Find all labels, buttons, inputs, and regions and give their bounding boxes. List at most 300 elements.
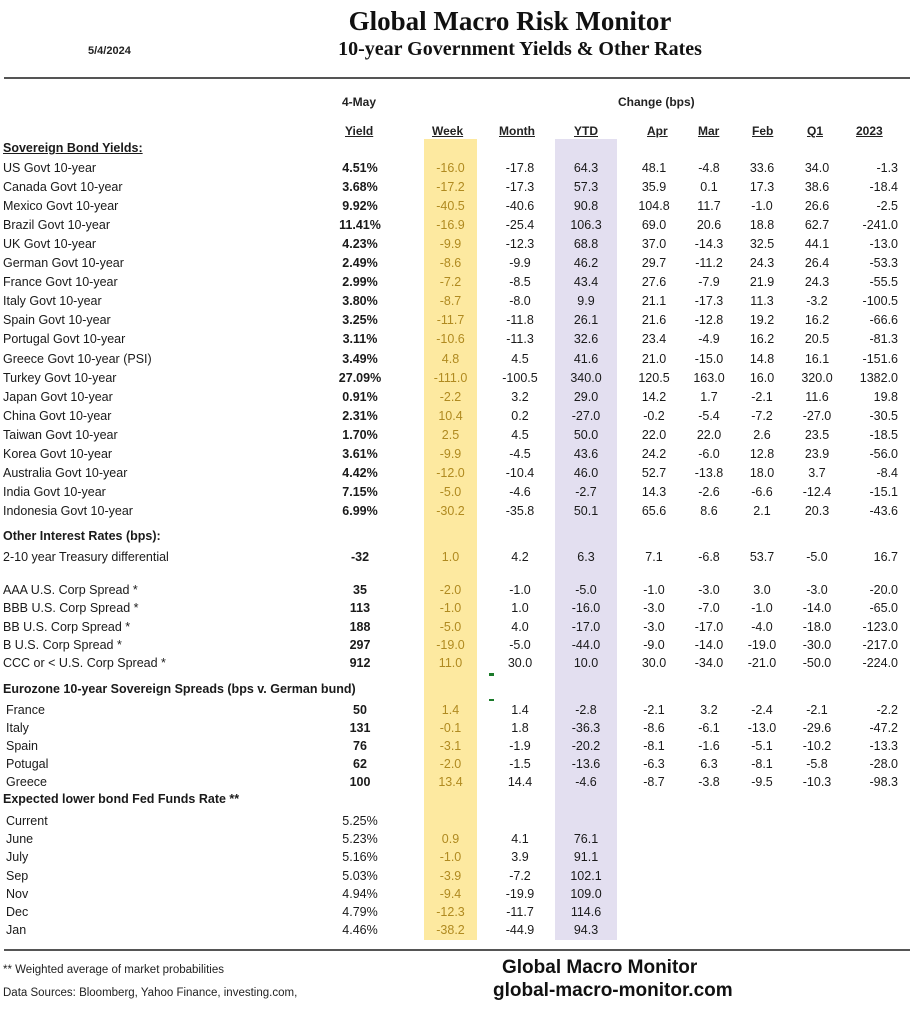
- cell-feb: 3.0: [753, 583, 771, 597]
- cell-week: 4.8: [441, 351, 460, 366]
- row-label: Current: [6, 814, 48, 828]
- cell-q1: -10.2: [802, 739, 832, 754]
- cell-ytd: 43.6: [573, 446, 599, 461]
- cell-feb: -19.0: [747, 637, 777, 652]
- cell-apr: -8.6: [643, 721, 665, 736]
- cell-apr: 104.8: [638, 199, 670, 214]
- cell-month: -10.4: [505, 465, 535, 480]
- cell-yield: 7.15%: [342, 484, 378, 499]
- cell-ytd: 106.3: [570, 218, 602, 233]
- cell-week: -2.0: [439, 583, 462, 597]
- cell-month: -7.2: [509, 868, 531, 883]
- cell-apr: 120.5: [638, 370, 670, 385]
- cell-week: -10.6: [436, 332, 465, 347]
- data-sources: Data Sources: Bloomberg, Yahoo Finance, investing.com,: [3, 987, 298, 999]
- cell-feb: 18.0: [749, 465, 775, 480]
- cell-q1: 16.2: [804, 313, 830, 328]
- sovereign-row: [0, 273, 920, 292]
- sovereign-row: [0, 197, 920, 216]
- cell-apr: 21.0: [641, 351, 667, 366]
- cell-y2023: -8.4: [876, 465, 898, 480]
- cell-week: -12.3: [436, 905, 465, 919]
- cell-yield: 5.16%: [342, 850, 378, 865]
- cell-month: -9.9: [509, 256, 531, 271]
- cell-y2023: -224.0: [862, 656, 898, 671]
- cell-week: -16.0: [436, 161, 465, 175]
- row-label: Japan Govt 10-year: [3, 389, 113, 404]
- cell-yield: 76: [353, 739, 367, 754]
- cell-month: 14.4: [507, 775, 533, 790]
- cell-y2023: -53.3: [869, 256, 898, 271]
- sovereign-row: [0, 464, 920, 483]
- fed-funds-row: [0, 921, 920, 940]
- cell-apr: 22.0: [641, 427, 667, 442]
- cell-ytd: 10.0: [573, 656, 599, 671]
- cell-week: -9.9: [439, 237, 462, 252]
- cell-y2023: -2.2: [876, 703, 898, 717]
- cell-yield: 3.68%: [342, 180, 378, 195]
- row-label: Potugal: [6, 757, 49, 772]
- cell-yield: 5.03%: [342, 868, 378, 883]
- cell-mar: -17.0: [694, 619, 724, 634]
- cell-ytd: 26.1: [573, 313, 599, 328]
- fed-funds-row: [0, 830, 920, 849]
- cell-week: -2.2: [439, 389, 462, 404]
- cell-yield: -32: [350, 550, 370, 564]
- cell-mar: 1.7: [700, 389, 718, 404]
- sovereign-row: [0, 350, 920, 369]
- row-label: July: [6, 850, 29, 865]
- cell-month: -44.9: [505, 923, 535, 938]
- cell-yield: 4.23%: [342, 237, 378, 252]
- cell-apr: -6.3: [643, 757, 665, 772]
- cell-month: 4.0: [511, 619, 529, 634]
- fed-funds-row: [0, 903, 920, 922]
- row-label: Indonesia Govt 10-year: [3, 503, 133, 518]
- cell-q1: 16.1: [804, 351, 830, 366]
- cell-month: 0.2: [511, 408, 529, 423]
- row-label: June: [6, 832, 34, 847]
- row-label: Turkey Govt 10-year: [3, 370, 117, 385]
- cell-ytd: 91.1: [573, 850, 599, 865]
- cell-ytd: -44.0: [571, 637, 601, 652]
- cell-q1: 44.1: [804, 237, 830, 252]
- cell-y2023: -151.6: [862, 351, 898, 366]
- cell-error-indicator: [489, 699, 494, 701]
- cell-yield: 3.25%: [342, 313, 378, 328]
- cell-y2023: -18.4: [869, 180, 898, 195]
- cell-y2023: -15.1: [869, 484, 898, 499]
- cell-month: -11.3: [506, 332, 534, 347]
- row-label: 2-10 year Treasury differential: [3, 550, 169, 564]
- cell-y2023: -56.0: [869, 446, 898, 461]
- sovereign-row: [0, 330, 920, 349]
- cell-q1: 23.9: [804, 446, 830, 461]
- cell-apr: -3.0: [643, 619, 665, 634]
- cell-mar: 0.1: [700, 180, 718, 195]
- brand-website[interactable]: global-macro-monitor.com: [493, 980, 733, 1001]
- cell-mar: -6.1: [698, 721, 720, 736]
- cell-week: -38.2: [436, 923, 465, 938]
- cell-yield: 4.79%: [342, 905, 378, 919]
- cell-yield: 3.49%: [342, 351, 378, 366]
- brand-name: Global Macro Monitor: [502, 957, 698, 978]
- cell-month: -17.3: [505, 180, 535, 195]
- cell-month: -100.5: [502, 370, 538, 385]
- cell-apr: 21.6: [641, 313, 667, 328]
- cell-month: -12.3: [505, 237, 535, 252]
- cell-ytd: -2.8: [575, 703, 597, 717]
- cell-apr: 48.1: [641, 161, 667, 175]
- cell-ytd: -17.0: [571, 619, 601, 634]
- row-label: Italy: [6, 721, 29, 736]
- section-title-other-rates: Other Interest Rates (bps):: [3, 529, 161, 543]
- cell-apr: -3.0: [643, 601, 665, 616]
- corp-spread-row: [0, 636, 920, 655]
- cell-yield: 2.99%: [342, 275, 378, 290]
- cell-ytd: 68.8: [573, 237, 599, 252]
- cell-yield: 297: [349, 637, 371, 652]
- cell-month: -1.9: [509, 739, 531, 754]
- cell-month: 3.9: [511, 850, 529, 865]
- cell-yield: 2.49%: [342, 256, 378, 271]
- cell-ytd: 46.0: [573, 465, 599, 480]
- cell-mar: -7.9: [698, 275, 720, 290]
- fed-funds-row: [0, 867, 920, 886]
- cell-week: -9.9: [439, 446, 462, 461]
- section-title-sovereign: Sovereign Bond Yields:: [3, 141, 143, 155]
- cell-q1: -12.4: [802, 484, 832, 499]
- col-header-2023: 2023: [856, 124, 883, 138]
- cell-y2023: 19.8: [873, 389, 898, 404]
- cell-q1: 26.4: [804, 256, 830, 271]
- cell-week: -19.0: [436, 637, 465, 652]
- cell-q1: 62.7: [804, 218, 830, 233]
- cell-month: 30.0: [507, 656, 533, 671]
- sovereign-row: [0, 178, 920, 197]
- cell-q1: -27.0: [802, 408, 832, 423]
- cell-yield: 3.61%: [342, 446, 378, 461]
- cell-feb: -9.5: [751, 775, 773, 790]
- cell-y2023: 1382.0: [859, 370, 898, 385]
- sovereign-row: [0, 369, 920, 388]
- cell-q1: -29.6: [802, 721, 832, 736]
- cell-feb: -13.0: [747, 721, 777, 736]
- cell-month: -5.0: [509, 637, 531, 652]
- footer-divider: [4, 949, 910, 951]
- eurozone-row: [0, 773, 920, 792]
- cell-yield: 4.42%: [342, 465, 378, 480]
- cell-yield: 2.31%: [342, 408, 378, 423]
- cell-y2023: -65.0: [869, 601, 898, 616]
- cell-feb: 19.2: [749, 313, 775, 328]
- cell-y2023: -81.3: [869, 332, 898, 347]
- cell-week: -5.0: [439, 619, 462, 634]
- cell-q1: 3.7: [808, 465, 826, 480]
- cell-mar: 163.0: [693, 370, 725, 385]
- cell-q1: 34.0: [804, 161, 830, 175]
- header-divider: [4, 77, 910, 79]
- row-label: Dec: [6, 905, 29, 919]
- cell-feb: -1.0: [751, 199, 773, 214]
- sovereign-row: [0, 311, 920, 330]
- cell-feb: -4.0: [751, 619, 773, 634]
- cell-yield: 4.51%: [342, 161, 378, 175]
- cell-yield: 131: [349, 721, 371, 736]
- cell-mar: -1.6: [698, 739, 720, 754]
- col-header-feb: Feb: [752, 124, 774, 138]
- col-header-month: Month: [499, 124, 535, 138]
- cell-yield: 27.09%: [338, 370, 382, 385]
- cell-q1: 38.6: [804, 180, 830, 195]
- cell-feb: -2.4: [751, 703, 773, 717]
- cell-week: -17.2: [436, 180, 465, 195]
- row-label: Italy Govt 10-year: [3, 294, 102, 309]
- cell-q1: -30.0: [802, 637, 832, 652]
- cell-ytd: -27.0: [571, 408, 601, 423]
- cell-yield: 100: [349, 775, 371, 790]
- cell-yield: 4.46%: [342, 923, 378, 938]
- cell-feb: 21.9: [749, 275, 775, 290]
- row-label: BBB U.S. Corp Spread *: [3, 601, 139, 616]
- cell-mar: 22.0: [696, 427, 722, 442]
- cell-month: 1.0: [511, 601, 529, 616]
- cell-yield: 113: [349, 601, 371, 616]
- cell-mar: -4.9: [698, 332, 720, 347]
- cell-mar: -7.0: [698, 601, 720, 616]
- cell-month: 4.1: [511, 832, 529, 847]
- cell-apr: -2.1: [643, 703, 665, 717]
- cell-feb: -21.0: [747, 656, 777, 671]
- cell-y2023: -98.3: [869, 775, 898, 790]
- cell-month: -8.0: [509, 294, 531, 309]
- cell-q1: -5.0: [806, 550, 828, 564]
- cell-week: -8.7: [439, 294, 462, 309]
- cell-ytd: -20.2: [571, 739, 601, 754]
- cell-yield: 3.11%: [342, 332, 378, 347]
- cell-apr: -9.0: [643, 637, 665, 652]
- section-title-fed-funds: Expected lower bond Fed Funds Rate **: [3, 792, 240, 806]
- row-label: Mexico Govt 10-year: [3, 199, 119, 214]
- cell-week: 11.0: [438, 656, 463, 671]
- cell-ytd: 102.1: [570, 868, 602, 883]
- cell-feb: 18.8: [749, 218, 775, 233]
- cell-q1: -5.8: [806, 757, 828, 772]
- cell-week: -1.0: [439, 601, 462, 616]
- cell-week: -3.1: [439, 739, 462, 754]
- sovereign-row: [0, 502, 920, 521]
- cell-error-indicator: [489, 673, 494, 676]
- row-label: Greece Govt 10-year (PSI): [3, 351, 152, 366]
- row-label: Spain Govt 10-year: [3, 313, 111, 328]
- sovereign-row: [0, 426, 920, 445]
- corp-spread-row: [0, 654, 920, 673]
- cell-q1: 24.3: [804, 275, 830, 290]
- cell-feb: 24.3: [749, 256, 775, 271]
- cell-week: -30.2: [436, 503, 465, 518]
- cell-feb: 53.7: [749, 550, 775, 564]
- cell-yield: 35: [353, 583, 367, 597]
- cell-week: 10.4: [438, 408, 463, 423]
- treasury-diff-row: [0, 548, 920, 567]
- cell-apr: 69.0: [641, 218, 667, 233]
- row-label: BB U.S. Corp Spread *: [3, 619, 131, 634]
- cell-ytd: 57.3: [573, 180, 599, 195]
- cell-ytd: 76.1: [573, 832, 599, 847]
- eurozone-row: [0, 701, 920, 720]
- row-label: France Govt 10-year: [3, 275, 118, 290]
- cell-y2023: -28.0: [869, 757, 898, 772]
- cell-apr: 24.2: [641, 446, 667, 461]
- cell-mar: -15.0: [694, 351, 724, 366]
- cell-y2023: -13.0: [869, 237, 898, 252]
- cell-month: -11.8: [506, 313, 534, 328]
- cell-y2023: -123.0: [862, 619, 898, 634]
- cell-y2023: -55.5: [869, 275, 898, 290]
- cell-mar: 6.3: [700, 757, 718, 772]
- cell-week: 13.4: [438, 775, 463, 790]
- cell-ytd: 43.4: [573, 275, 599, 290]
- cell-month: 4.5: [511, 351, 529, 366]
- cell-q1: -50.0: [802, 656, 832, 671]
- cell-week: -0.1: [439, 721, 462, 736]
- cell-week: -2.0: [439, 757, 462, 772]
- cell-feb: 2.6: [753, 427, 771, 442]
- row-label: Canada Govt 10-year: [3, 180, 123, 195]
- cell-q1: -2.1: [806, 703, 828, 717]
- cell-ytd: 46.2: [573, 256, 599, 271]
- cell-ytd: 6.3: [577, 550, 595, 564]
- cell-ytd: 32.6: [573, 332, 599, 347]
- row-label: Korea Govt 10-year: [3, 446, 113, 461]
- cell-month: -35.8: [505, 503, 535, 518]
- cell-yield: 62: [353, 757, 367, 772]
- cell-q1: -10.3: [802, 775, 832, 790]
- cell-feb: 33.6: [749, 161, 775, 175]
- cell-ytd: 9.9: [577, 294, 595, 309]
- cell-q1: 11.6: [805, 389, 829, 404]
- cell-y2023: -1.3: [876, 161, 898, 175]
- cell-y2023: -100.5: [862, 294, 898, 309]
- col-header-week: Week: [432, 124, 464, 138]
- cell-feb: 16.0: [749, 370, 775, 385]
- cell-ytd: 29.0: [573, 389, 599, 404]
- sovereign-row: [0, 254, 920, 273]
- cell-feb: -6.6: [751, 484, 773, 499]
- cell-ytd: 50.0: [573, 427, 599, 442]
- cell-feb: -2.1: [751, 389, 773, 404]
- cell-month: -11.7: [506, 905, 534, 919]
- cell-feb: 12.8: [749, 446, 775, 461]
- cell-ytd: 41.6: [573, 351, 599, 366]
- cell-q1: -3.0: [806, 583, 828, 597]
- sovereign-row: [0, 292, 920, 311]
- cell-yield: 1.70%: [342, 427, 378, 442]
- cell-mar: 8.6: [700, 503, 718, 518]
- cell-apr: 52.7: [641, 465, 667, 480]
- cell-month: 1.4: [511, 703, 529, 717]
- cell-ytd: -36.3: [571, 721, 601, 736]
- cell-yield: 6.99%: [342, 503, 378, 518]
- eurozone-row: [0, 737, 920, 756]
- cell-apr: 14.2: [641, 389, 667, 404]
- cell-q1: -14.0: [802, 601, 832, 616]
- cell-apr: -8.7: [643, 775, 665, 790]
- cell-mar: -4.8: [698, 161, 720, 175]
- cell-week: 0.9: [441, 832, 460, 847]
- fed-funds-row: [0, 885, 920, 904]
- cell-y2023: -217.0: [862, 637, 898, 652]
- row-label: Spain: [6, 739, 38, 754]
- cell-week: -12.0: [436, 465, 465, 480]
- row-label: Nov: [6, 886, 29, 901]
- row-label: Greece: [6, 775, 47, 790]
- sovereign-row: [0, 445, 920, 464]
- cell-yield: 9.92%: [342, 199, 378, 214]
- cell-week: -3.9: [439, 868, 462, 883]
- cell-y2023: -47.2: [869, 721, 898, 736]
- cell-mar: 11.7: [697, 199, 721, 214]
- col-header-ytd: YTD: [574, 124, 598, 138]
- cell-yield: 188: [349, 619, 371, 634]
- cell-feb: 2.1: [753, 503, 771, 518]
- cell-week: -40.5: [436, 199, 465, 214]
- col-header-q1: Q1: [807, 124, 824, 138]
- cell-month: -40.6: [505, 199, 535, 214]
- sovereign-row: [0, 235, 920, 254]
- cell-mar: -14.0: [694, 637, 724, 652]
- cell-mar: -6.0: [698, 446, 720, 461]
- cell-apr: 23.4: [641, 332, 667, 347]
- fed-funds-row: [0, 848, 920, 867]
- cell-y2023: 16.7: [873, 550, 898, 564]
- row-label: German Govt 10-year: [3, 256, 124, 271]
- cell-apr: -8.1: [643, 739, 665, 754]
- cell-y2023: -66.6: [869, 313, 898, 328]
- cell-yield: 4.94%: [342, 886, 378, 901]
- row-label: India Govt 10-year: [3, 484, 106, 499]
- row-label: CCC or < U.S. Corp Spread *: [3, 656, 166, 671]
- cell-week: -5.0: [439, 484, 462, 499]
- cell-feb: 11.3: [750, 294, 774, 309]
- cell-mar: -3.0: [698, 583, 720, 597]
- sovereign-row: [0, 407, 920, 426]
- cell-month: -8.5: [509, 275, 531, 290]
- cell-mar: -11.2: [695, 256, 723, 271]
- cell-mar: -34.0: [694, 656, 724, 671]
- cell-apr: 14.3: [641, 484, 667, 499]
- cell-q1: 23.5: [804, 427, 830, 442]
- cell-mar: -6.8: [698, 550, 720, 564]
- row-label: B U.S. Corp Spread *: [3, 637, 122, 652]
- col-header-apr: Apr: [647, 124, 668, 138]
- sovereign-row: [0, 388, 920, 407]
- cell-ytd: 109.0: [570, 886, 602, 901]
- row-label: UK Govt 10-year: [3, 237, 97, 252]
- sovereign-row: [0, 483, 920, 502]
- cell-apr: 21.1: [641, 294, 667, 309]
- cell-apr: -0.2: [643, 408, 665, 423]
- corp-spread-row: [0, 581, 920, 600]
- cell-feb: -5.1: [751, 739, 773, 754]
- cell-y2023: -30.5: [869, 408, 898, 423]
- row-label: Sep: [6, 868, 29, 883]
- cell-yield: 50: [353, 703, 367, 717]
- eurozone-row: [0, 755, 920, 774]
- row-label: Jan: [6, 923, 27, 938]
- cell-month: 4.2: [511, 550, 529, 564]
- cell-week: -7.2: [439, 275, 462, 290]
